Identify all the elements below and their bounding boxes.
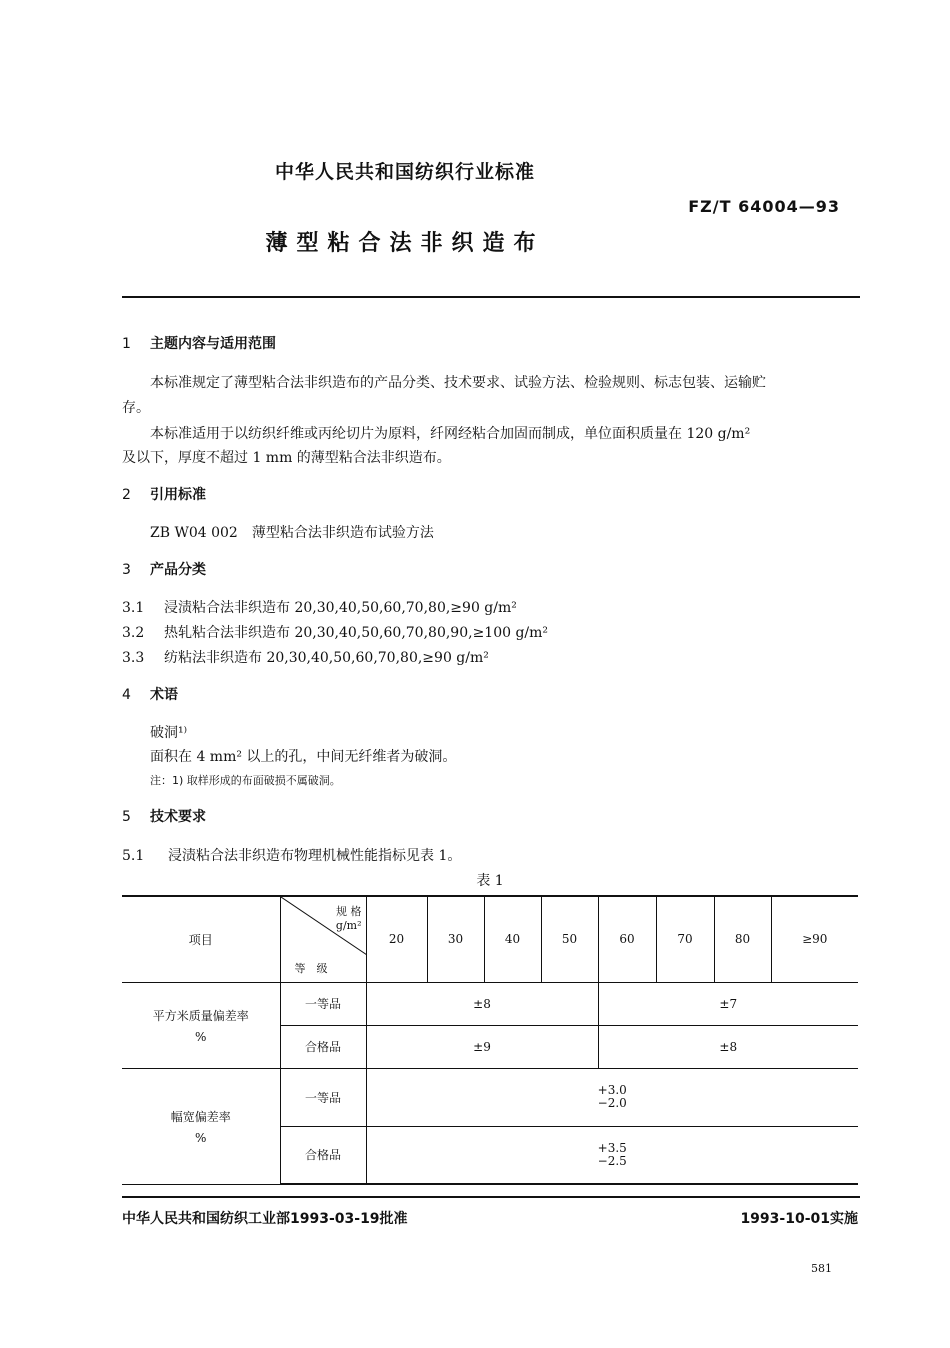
table-caption: 表 1: [476, 873, 504, 889]
classification-item: [122, 597, 517, 617]
tolerance-minus: −2.0: [597, 1096, 627, 1110]
referenced-standard: ZB W04 002 薄型粘合法非织造布试验方法: [150, 525, 434, 541]
approval-line: 中华人民共和国纺织工业部1993-03-19批准: [122, 1211, 408, 1227]
table-row: [122, 982, 858, 1025]
term: 破洞¹⁾: [150, 725, 188, 741]
section-number: 5: [122, 809, 131, 825]
spec-label: [336, 905, 362, 933]
row-label-line-2: %: [195, 1130, 207, 1145]
tolerance-stack: [598, 1084, 627, 1110]
spec-label-line-1: 规 格: [336, 905, 362, 918]
section-number: 2: [122, 487, 131, 503]
tolerance-stack: [598, 1142, 627, 1168]
value-cell: ±9: [366, 1025, 598, 1068]
section-4-heading: [122, 684, 178, 704]
width-deviation-label: [122, 1068, 280, 1184]
section-5-heading: [122, 806, 206, 826]
item-header: 项目: [122, 896, 280, 982]
grade-cell: 合格品: [280, 1126, 366, 1184]
requirement-item: [122, 845, 461, 865]
s1-paragraph-2-line-2: 及以下，厚度不超过 1 mm 的薄型粘合法非织造布。: [122, 450, 451, 466]
footer-rule: [122, 1196, 860, 1198]
section-title: 产品分类: [150, 562, 206, 578]
column-header: 30: [427, 896, 484, 982]
s1-paragraph-2-line-1: 本标准适用于以纺织纤维或丙纶切片为原料，纤网经粘合加固而制成，单位面积质量在 120 g/m²: [150, 426, 751, 442]
section-3-heading: [122, 559, 206, 579]
value-cell: ±7: [598, 982, 858, 1025]
item-number: 3.3: [122, 650, 145, 666]
grade-label: 等 级: [294, 961, 328, 975]
classification-item: [122, 647, 489, 667]
implementation-date: 1993-10-01实施: [740, 1211, 858, 1227]
section-title: 技术要求: [150, 809, 206, 825]
s1-paragraph-1-line-1: 本标准规定了薄型粘合法非织造布的产品分类、技术要求、试验方法、检验规则、标志包装、运输贮: [150, 375, 766, 391]
value-cell: [366, 1126, 858, 1184]
section-title: 主题内容与适用范围: [150, 336, 276, 352]
item-text: 热轧粘合法非织造布 20,30,40,50,60,70,80,90,≥100 g/m²: [164, 625, 549, 641]
term-note: 注：1) 取样形成的布面破损不属破洞。: [150, 774, 341, 787]
grade-cell: 一等品: [280, 1068, 366, 1126]
table-row: [122, 1068, 858, 1126]
spec-label-line-2: g/m²: [335, 919, 362, 932]
item-number: 5.1: [122, 848, 145, 864]
classification-item: [122, 622, 548, 642]
column-header: 40: [484, 896, 541, 982]
section-number: 3: [122, 562, 131, 578]
spec-grade-header: [280, 896, 366, 982]
item-number: 3.1: [122, 600, 145, 616]
row-label-line-2: %: [195, 1029, 207, 1044]
column-header: ≥90: [771, 896, 858, 982]
item-text: 浸渍粘合法非织造布 20,30,40,50,60,70,80,≥90 g/m²: [164, 600, 517, 616]
section-title: 术语: [150, 687, 178, 703]
tolerance-plus: +3.5: [597, 1140, 627, 1155]
standard-code: FZ/T 64004—93: [688, 197, 840, 216]
section-1-heading: [122, 333, 276, 353]
grade-cell: 一等品: [280, 982, 366, 1025]
mass-deviation-label: [122, 982, 280, 1068]
standard-org: 中华人民共和国纺织行业标准: [274, 161, 535, 183]
grade-cell: 合格品: [280, 1025, 366, 1068]
row-label-line-1: 幅宽偏差率: [170, 1109, 231, 1124]
tolerance-plus: +3.0: [597, 1083, 627, 1097]
section-title: 引用标准: [150, 487, 206, 503]
document-title: 薄型粘合法非织造布: [265, 231, 545, 256]
column-header: 20: [366, 896, 427, 982]
performance-table: [122, 895, 858, 1185]
section-2-heading: [122, 484, 206, 504]
item-text: 浸渍粘合法非织造布物理机械性能指标见表 1。: [168, 848, 462, 864]
item-number: 3.2: [122, 625, 145, 641]
table-header-row: [122, 896, 858, 982]
column-header: 60: [598, 896, 656, 982]
value-cell: ±8: [366, 982, 598, 1025]
section-number: 1: [122, 336, 131, 352]
term-definition: 面积在 4 mm² 以上的孔，中间无纤维者为破洞。: [150, 749, 457, 765]
header-rule: [122, 296, 860, 298]
column-header: 70: [656, 896, 714, 982]
column-header: 50: [541, 896, 598, 982]
item-text: 纺粘法非织造布 20,30,40,50,60,70,80,≥90 g/m²: [164, 650, 489, 666]
section-number: 4: [122, 687, 131, 703]
column-header: 80: [714, 896, 771, 982]
page-number: 581: [811, 1262, 832, 1275]
tolerance-minus: −2.5: [597, 1153, 627, 1168]
value-cell: ±8: [598, 1025, 858, 1068]
s1-paragraph-1-line-2: 存。: [122, 400, 150, 416]
value-cell: [366, 1068, 858, 1126]
row-label-line-1: 平方米质量偏差率: [152, 1008, 249, 1023]
